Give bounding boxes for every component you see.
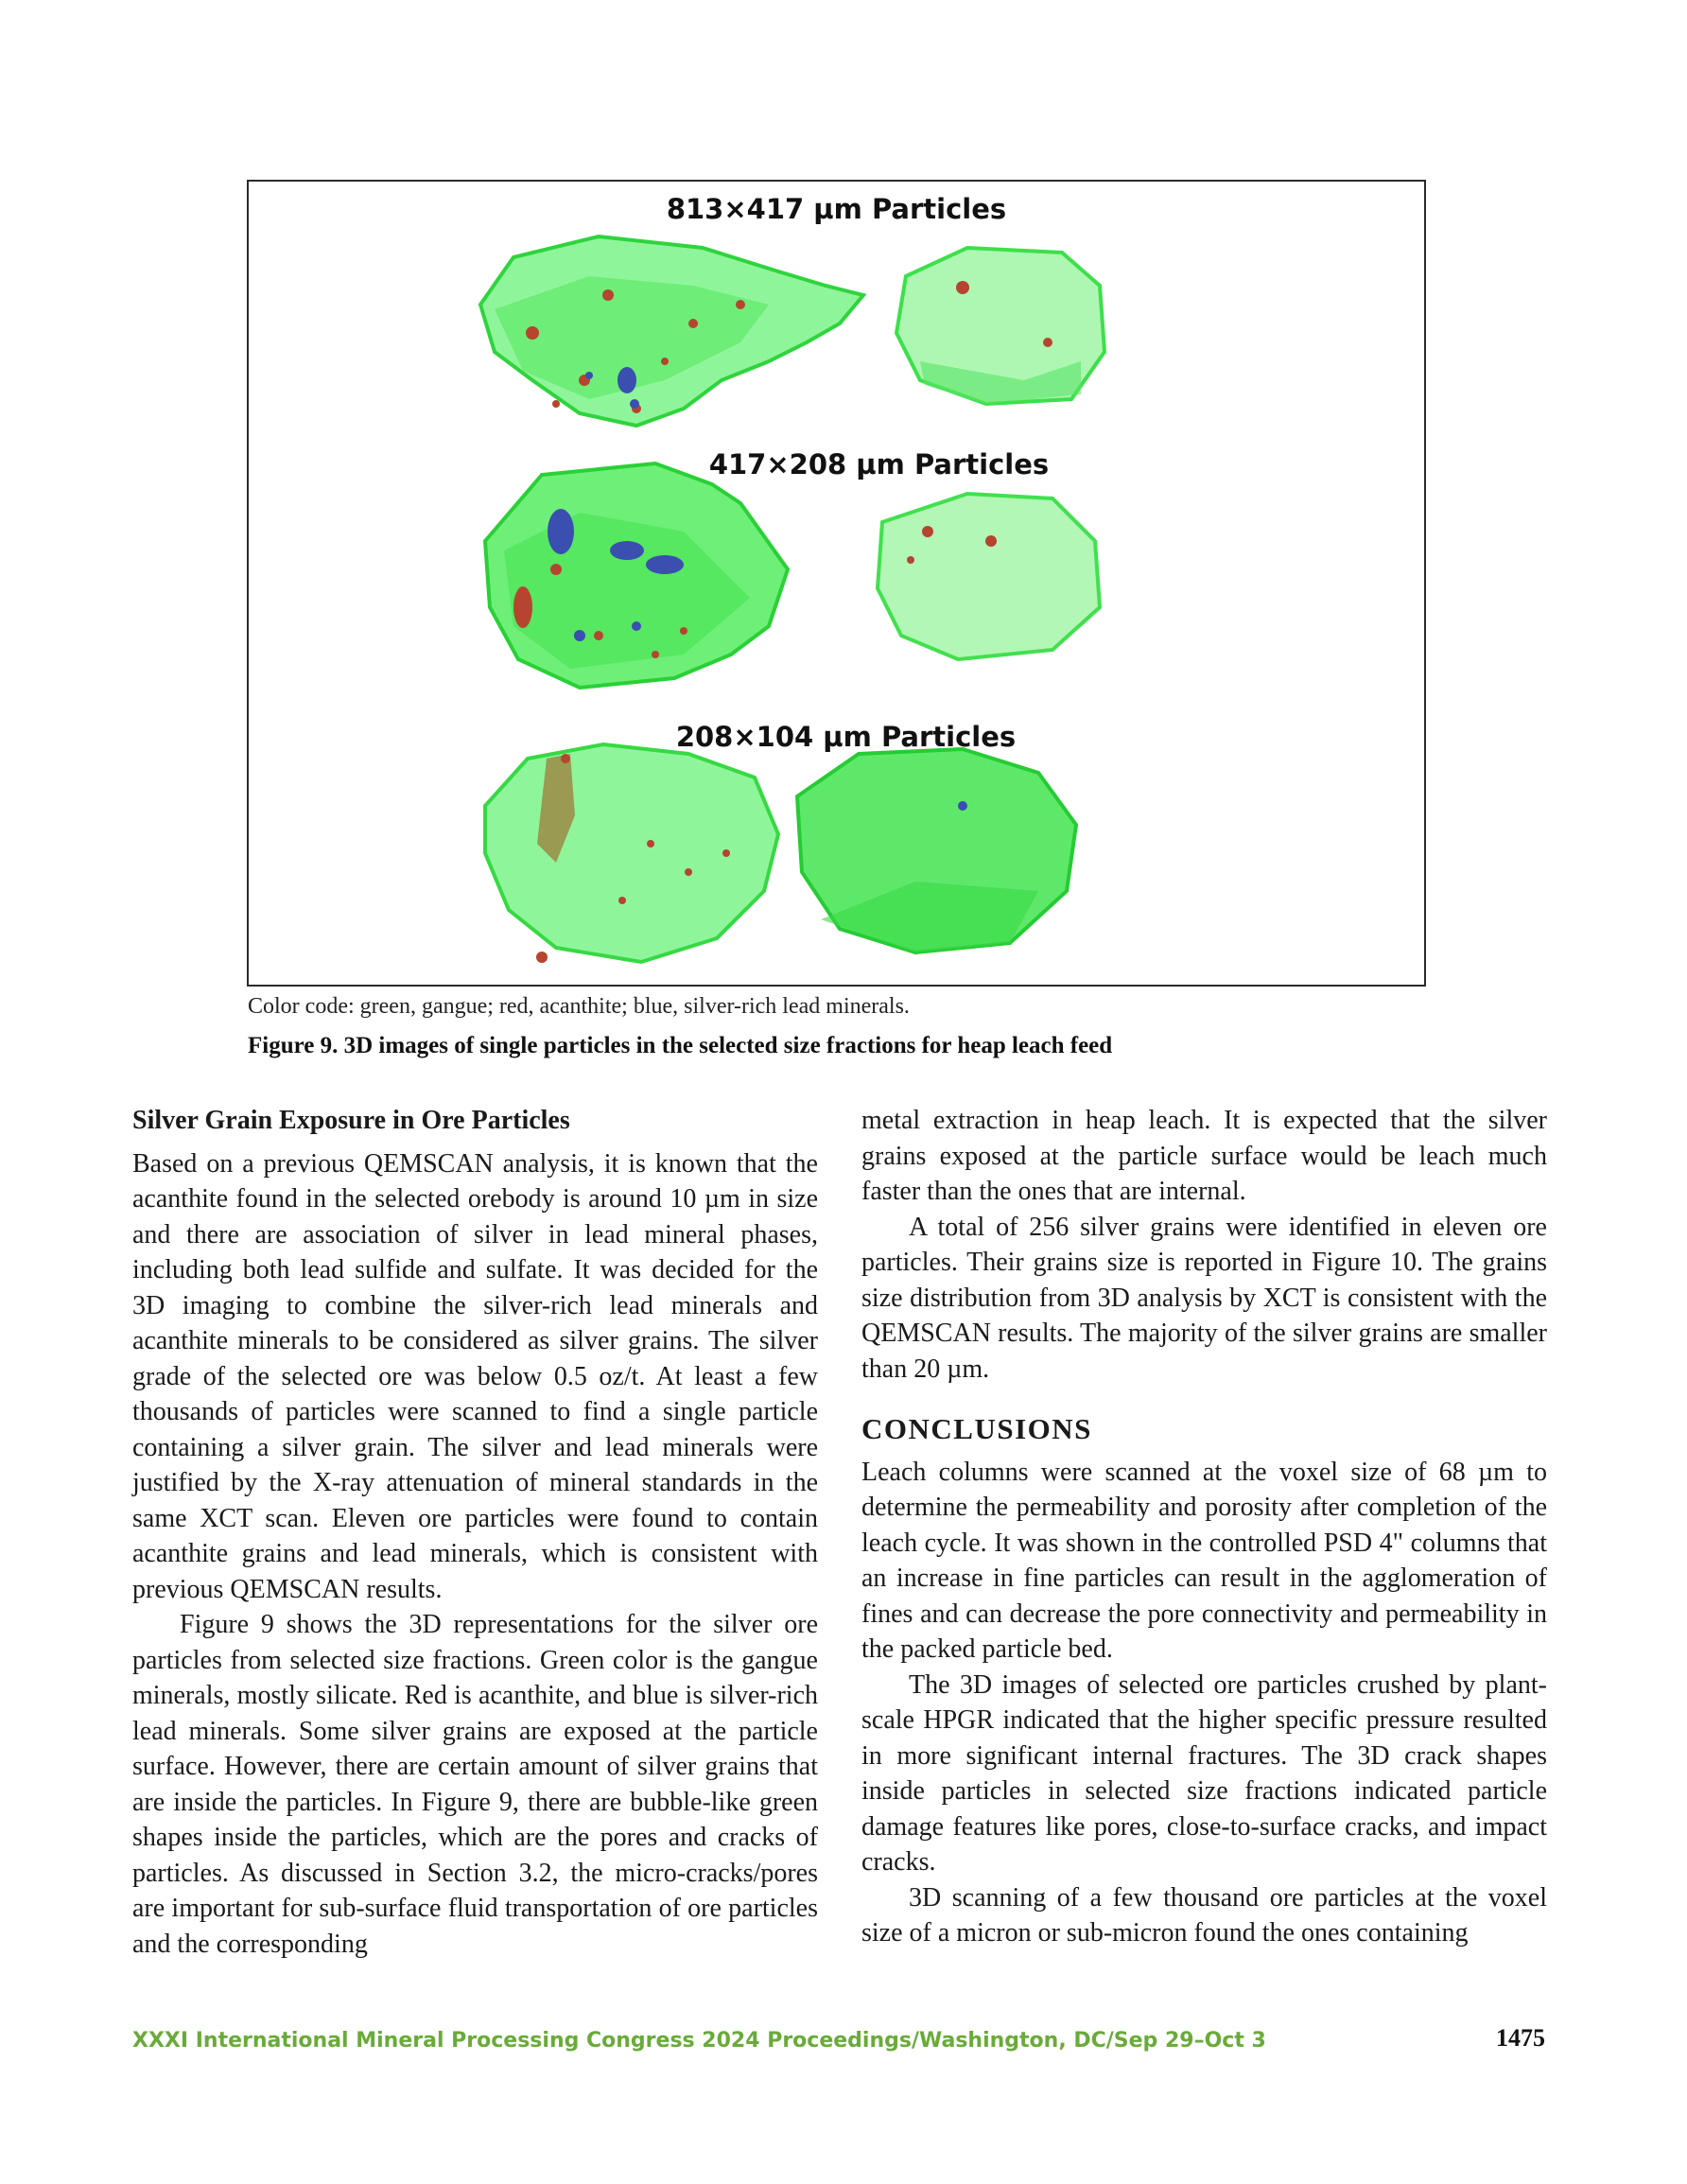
paragraph: Leach columns were scanned at the voxel size of 68 µm to determine the permeability and porosity after completion of the leach cycle. It was shown in the controlled PSD 4" columns that an increase in fine particles can result in the agglomeration of fines and can decrease the pore connectivity and permeability in the packed particle bed. — [861, 1457, 1547, 1664]
panel-title-208: 208×104 µm Particles — [675, 721, 1017, 753]
page-number: 1475 — [1496, 2024, 1545, 2052]
figure-9-image — [247, 180, 1426, 987]
particle-417-left — [466, 456, 1109, 702]
paragraph: Based on a previous QEMSCAN analysis, it is known that the acanthite found in the selected orebody is around 10 µm in size and there are association of silver in lead mineral phases, including both lead sulfide and sulfate. It was decided for the 3D imaging to combine the silver-rich lead minerals and acanthite minerals to be considered as silver grains. The silver grade of the selected ore was below 0.5 oz/t. At least a few thousands of particles were scanned to find a single particle containing a silver grain. The silver and lead minerals were justified by the X-ray attenuation of mineral standards in the same XCT scan. Eleven ore particles were found to contain acanthite grains and lead minerals, which is consistent with previous QEMSCAN results. — [132, 1148, 818, 1604]
panel-title-813: 813×417 µm Particles — [666, 193, 1007, 225]
footer-conference: XXXI International Mineral Processing Congress 2024 Proceedings/Washington, DC/Sep 29–Oct 3 — [132, 2029, 1266, 2053]
section-heading: CONCLUSIONS — [861, 1412, 1092, 1445]
paragraph: metal extraction in heap leach. It is expected that the silver grains exposed at the particle surface would be leach much faster than the ones that are internal. — [861, 1106, 1547, 1206]
paragraph: 3D scanning of a few thousand ore particles at the voxel size of a micron or sub-micron found the ones containing — [861, 1882, 1547, 1948]
section-subheading: Silver Grain Exposure in Ore Particles — [132, 1106, 570, 1135]
paragraph: The 3D images of selected ore particles crushed by plant-scale HPGR indicated that the higher specific pressure resulted in more significant internal fractures. The 3D crack shapes inside particles in selected size fractions indicated particle damage features like pores, close-to-surface cracks, and impact cracks. — [861, 1669, 1547, 1877]
right-column — [861, 1103, 1547, 1951]
paragraph: A total of 256 silver grains were identified in eleven ore particles. Their grains size is reported in Figure 10. The grains size distribution from 3D analysis by XCT is consistent with the QEMSCAN results. The majority of the silver grains are smaller than 20 µm. — [861, 1212, 1547, 1384]
particle-813-left — [457, 219, 1109, 437]
particle-208-left — [471, 730, 1086, 971]
paragraph: Figure 9 shows the 3D representations for the silver ore particles from selected size fractions. Green color is the gangue minerals, mostly silicate. Red is acanthite, and blue is silver-rich lead minerals. Some silver grains are exposed at the particle surface. However, there are certain amount of silver grains that are inside the particles. In Figure 9, there are bubble-like green shapes inside the particles, which are the pores and cracks of particles. As discussed in Section 3.2, the micro-cracks/pores are important for sub-surface fluid transportation of ore particles and the corresponding — [132, 1610, 818, 1959]
figure-color-code: Color code: green, gangue; red, acanthite; blue, silver-rich lead minerals. — [248, 994, 910, 1019]
figure-caption: Figure 9. 3D images of single particles in the selected size fractions for heap leach feed — [248, 1033, 1113, 1058]
panel-title-417: 417×208 µm Particles — [708, 448, 1050, 480]
left-column — [132, 1103, 818, 1962]
